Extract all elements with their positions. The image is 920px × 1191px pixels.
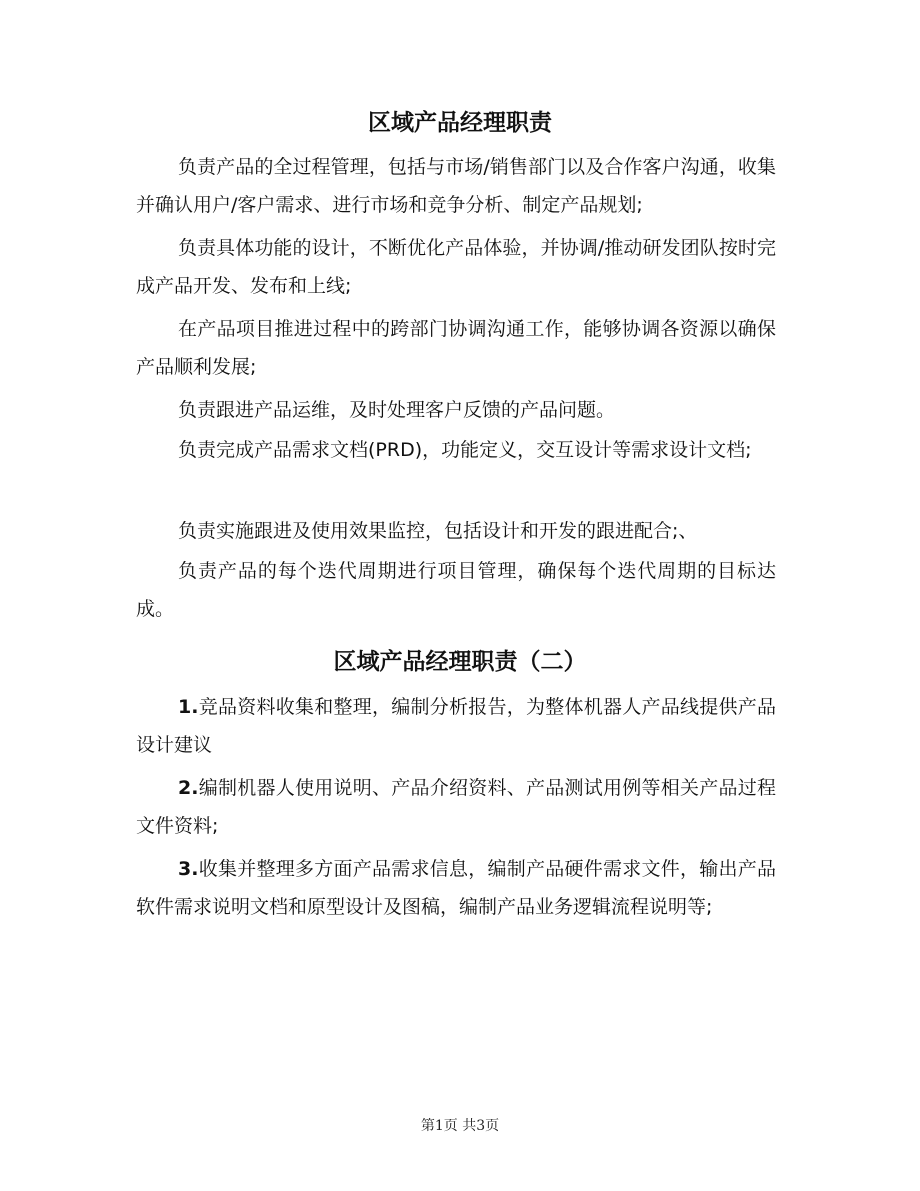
item-number: 2. — [178, 777, 199, 799]
item-text: 竞品资料收集和整理，编制分析报告，为整体机器人产品线提供产品设计建议 — [136, 696, 776, 756]
item-text: 收集并整理多方面产品需求信息，编制产品硬件需求文件，输出产品软件需求说明文档和原型设计及图稿，编制产品业务逻辑流程说明等; — [136, 858, 776, 918]
paragraph: 负责完成产品需求文档(PRD)，功能定义，交互设计等需求设计文档; — [178, 439, 752, 461]
item-number: 1. — [178, 696, 199, 718]
paragraph: 负责产品的全过程管理，包括与市场/销售部门以及合作客户沟通，收集并确认用户/客户需求、进行市场和竞争分析、制定产品规划; — [136, 156, 776, 216]
paragraph: 负责跟进产品运维，及时处理客户反馈的产品问题。 — [178, 399, 616, 421]
section-title: 区域产品经理职责 — [368, 110, 552, 136]
item-text: 编制机器人使用说明、产品介绍资料、产品测试用例等相关产品过程文件资料; — [136, 777, 776, 837]
paragraph: 负责具体功能的设计，不断优化产品体验，并协调/推动研发团队按时完成产品开发、发布和上线; — [136, 237, 776, 297]
page-footer: 第1页 共3页 — [420, 1118, 500, 1134]
paragraph: 负责实施跟进及使用效果监控，包括设计和开发的跟进配合;、 — [178, 520, 698, 542]
paragraph: 在产品项目推进过程中的跨部门协调沟通工作，能够协调各资源以确保产品顺利发展; — [136, 318, 776, 378]
numbered-item — [136, 688, 776, 764]
item-number: 3. — [178, 858, 199, 880]
paragraph: 负责产品的每个迭代周期进行项目管理，确保每个迭代周期的目标达成。 — [136, 560, 776, 620]
numbered-item — [136, 769, 776, 845]
numbered-item — [136, 850, 776, 926]
section-title: 区域产品经理职责（二） — [333, 649, 587, 675]
